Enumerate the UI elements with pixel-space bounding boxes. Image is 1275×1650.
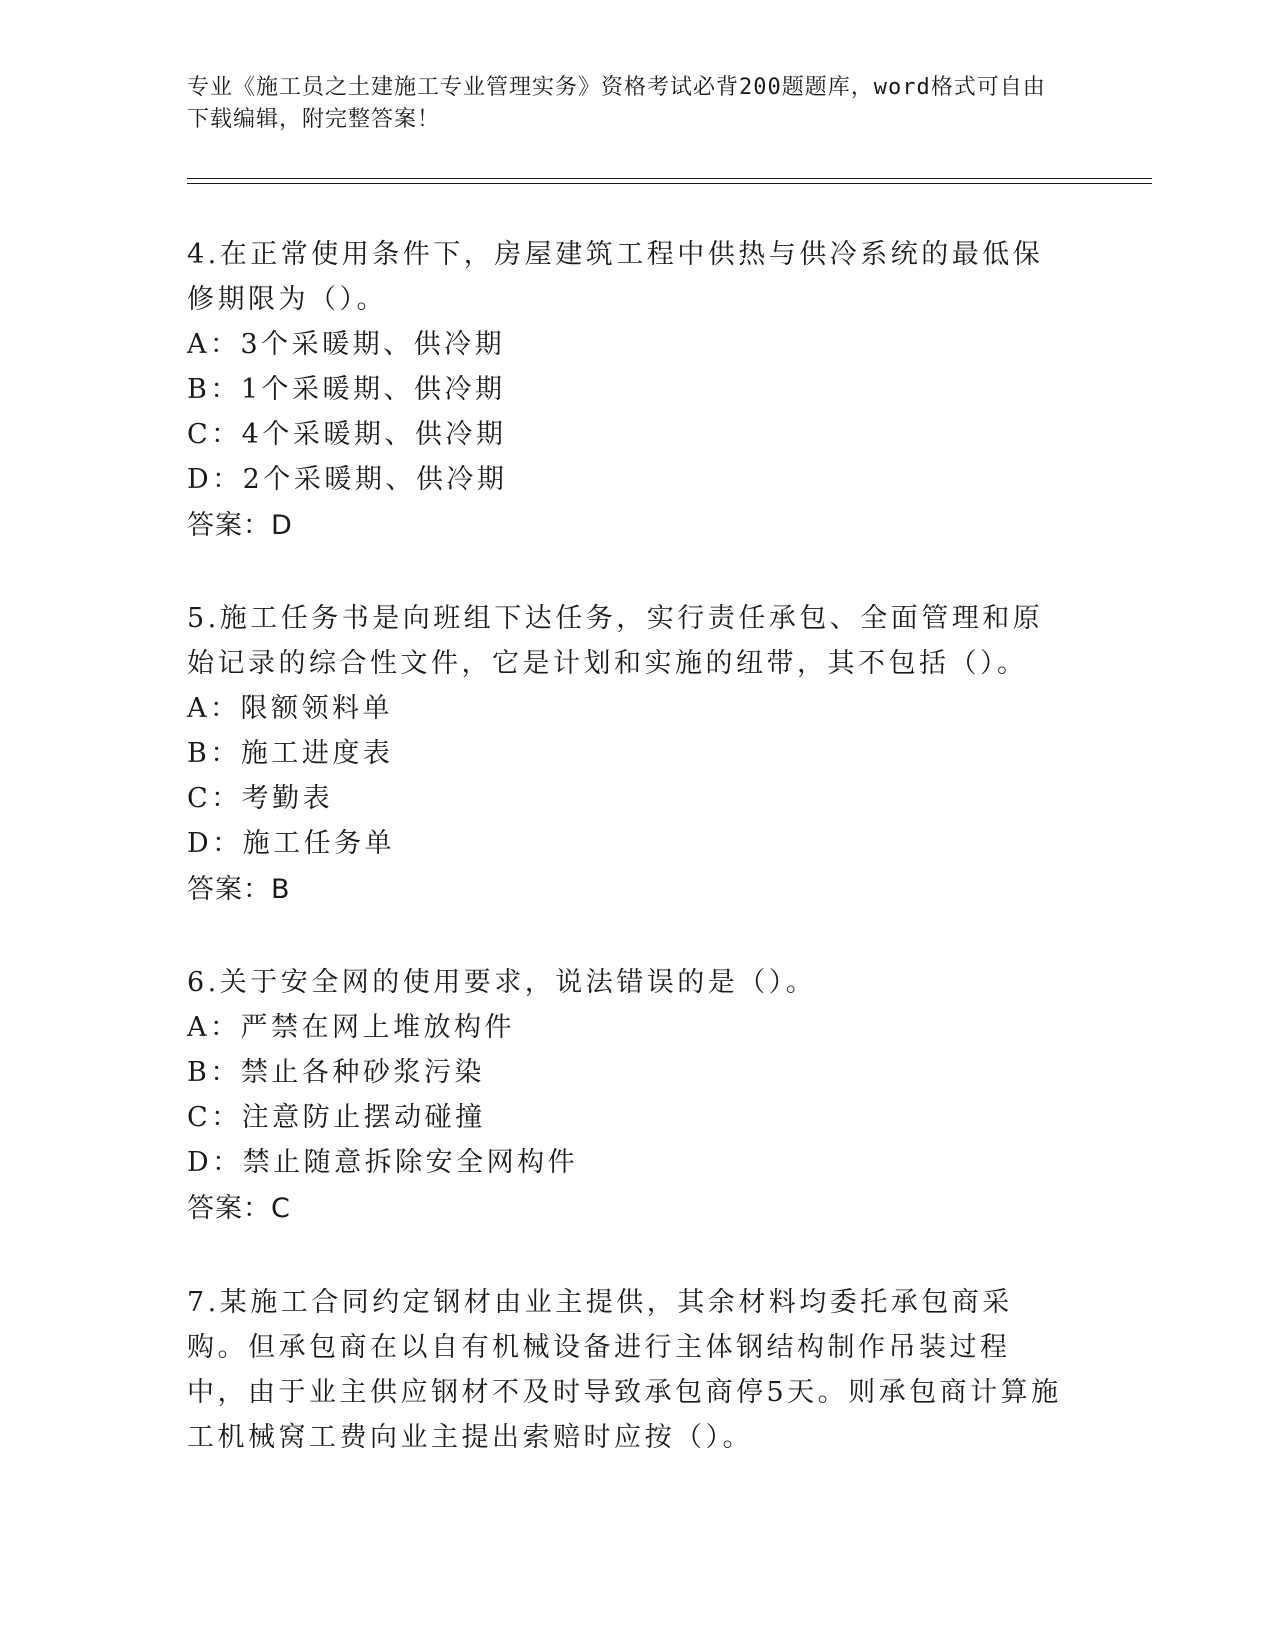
option-list — [187, 686, 1067, 866]
option-a: A：限额领料单 — [187, 693, 393, 724]
question-4 — [187, 232, 1067, 550]
option-a: A：严禁在网上堆放构件 — [187, 1012, 515, 1043]
question-7 — [187, 1280, 1067, 1460]
option-b: B：禁止各种砂浆污染 — [187, 1057, 485, 1088]
header-text: 专业《施工员之土建施工专业管理实务》资格考试必背200题题库，word格式可自由下载编辑，附完整答案！ — [187, 75, 1046, 132]
option-d: D：禁止随意拆除安全网构件 — [187, 1147, 579, 1178]
option-d: D：2个采暖期、供冷期 — [187, 464, 508, 495]
header-divider-top — [187, 178, 1152, 179]
answer-line: 答案：C — [187, 1193, 291, 1224]
answer-line: 答案：B — [187, 874, 291, 905]
option-c: C：4个采暖期、供冷期 — [187, 419, 507, 450]
option-list — [187, 322, 1067, 502]
question-5 — [187, 596, 1067, 914]
option-b: B：1个采暖期、供冷期 — [187, 374, 506, 405]
option-list — [187, 1005, 1067, 1185]
option-a: A：3个采暖期、供冷期 — [187, 329, 506, 360]
answer-line: 答案：D — [187, 510, 293, 541]
question-stem: 4.在正常使用条件下，房屋建筑工程中供热与供冷系统的最低保修期限为（）。 — [187, 239, 1044, 315]
question-stem: 6.关于安全网的使用要求，说法错误的是（）。 — [187, 967, 817, 998]
document-header — [187, 72, 1067, 136]
question-stem: 5.施工任务书是向班组下达任务，实行责任承包、全面管理和原始记录的综合性文件，它是计划和实施的纽带，其不包括（）。 — [187, 603, 1044, 679]
option-d: D：施工任务单 — [187, 828, 396, 859]
option-c: C：考勤表 — [187, 783, 334, 814]
header-divider-bottom — [187, 183, 1152, 184]
question-stem: 7.某施工合同约定钢材由业主提供，其余材料均委托承包商采购。但承包商在以自有机械设备进行主体钢结构制作吊装过程中，由于业主供应钢材不及时导致承包商停5天。则承包商计算施工机械窝工费向业主提出索赔时应按（）。 — [187, 1287, 1062, 1453]
option-b: B：施工进度表 — [187, 738, 394, 769]
option-c: C：注意防止摆动碰撞 — [187, 1102, 486, 1133]
question-6 — [187, 960, 1067, 1233]
